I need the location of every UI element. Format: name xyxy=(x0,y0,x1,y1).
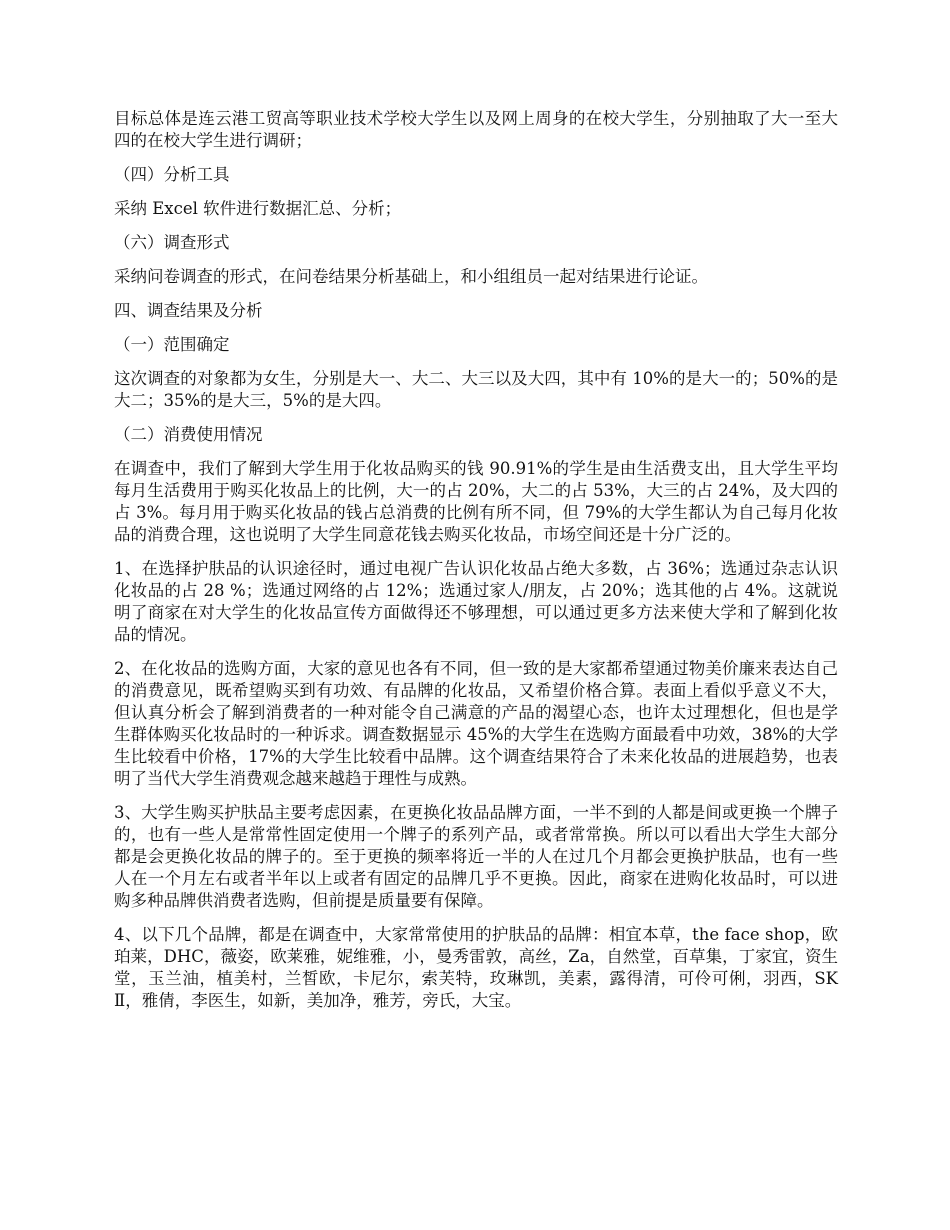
section-scope-heading: （一）范围确定 xyxy=(114,335,230,354)
analysis-tool-paragraph: 采纳 Excel 软件进行数据汇总、分析； xyxy=(114,199,402,218)
point-4-paragraph: 4、以下几个品牌，都是在调查中，大家常常使用的护肤品的品牌：相宜本草，the face shop，欧珀莱，DHC，薇姿，欧莱雅，妮维雅，小，曼秀雷敦，高丝，Za，自然堂，百草集，丁家宜，资生堂，玉兰油，植美村，兰皙欧，卡尼尔，索芙特，玫琳凯，美素，露得清，可伶可俐，羽西，SKⅡ，雅倩，李医生，如新，美加净，雅芳，旁氏，大宝。 xyxy=(114,925,838,1010)
document-page xyxy=(114,108,838,1024)
point-3-paragraph: 3、大学生购买护肤品主要考虑因素，在更换化妆品品牌方面，一半不到的人都是间或更换一个牌子的，也有一些人是常常性固定使用一个牌子的系列产品，或者常常换。所以可以看出大学生大部分都是会更换化妆品的牌子的。至于更换的频率将近一半的人在过几个月都会更换护肤品，也有一些人在一个月左右或者半年以上或者有固定的品牌几乎不更换。因此，商家在进购化妆品时，可以进购多种品牌供消费者选购，但前提是质量要有保障。 xyxy=(114,803,838,910)
section-analysis-tool-heading: （四）分析工具 xyxy=(114,165,230,184)
scope-paragraph: 这次调查的对象都为女生，分别是大一、大二、大三以及大四，其中有 10%的是大一的；50%的是大二；35%的是大三，5%的是大四。 xyxy=(114,369,838,410)
consumption-paragraph: 在调查中，我们了解到大学生用于化妆品购买的钱 90.91%的学生是由生活费支出，且大学生平均每月生活费用于购买化妆品上的比例，大一的占 20%，大二的占 53%，大三的占 24%，及大四的占 3%。每月用于购买化妆品的钱占总消费的比例有所不同，但 79%的大学生都认为自己每月化妆品的消费合理，这也说明了大学生同意花钱去购买化妆品，市场空间还是十分广泛的。 xyxy=(114,459,838,544)
point-1-paragraph: 1、在选择护肤品的认识途径时，通过电视广告认识化妆品占绝大多数，占 36%；选通过杂志认识化妆品的占 28 %；选通过网络的占 12%；选通过家人/朋友，占 20%；选其他的占 4%。这就说明了商家在对大学生的化妆品宣传方面做得还不够理想，可以通过更多方法来使大学和了解到化妆品的情况。 xyxy=(114,559,838,644)
survey-form-paragraph: 采纳问卷调查的形式，在问卷结果分析基础上，和小组组员一起对结果进行论证。 xyxy=(114,267,708,286)
section-results-heading: 四、调查结果及分析 xyxy=(114,301,263,320)
intro-target-paragraph: 目标总体是连云港工贸高等职业技术学校大学生以及网上周身的在校大学生，分别抽取了大一至大四的在校大学生进行调研； xyxy=(114,109,838,150)
section-consumption-heading: （二）消费使用情况 xyxy=(114,425,263,444)
point-2-paragraph: 2、在化妆品的选购方面，大家的意见也各有不同，但一致的是大家都希望通过物美价廉来表达自己的消费意见，既希望购买到有功效、有品牌的化妆品，又希望价格合算。表面上看似乎意义不大，但认真分析会了解到消费者的一种对能令自己满意的产品的渴望心态，也许太过理想化，但也是学生群体购买化妆品时的一种诉求。调查数据显示 45%的大学生在选购方面最看中功效，38%的大学生比较看中价格，17%的大学生比较看中品牌。这个调查结果符合了未来化妆品的进展趋势，也表明了当代大学生消费观念越来越趋于理性与成熟。 xyxy=(114,659,838,788)
section-survey-form-heading: （六）调查形式 xyxy=(114,233,230,252)
